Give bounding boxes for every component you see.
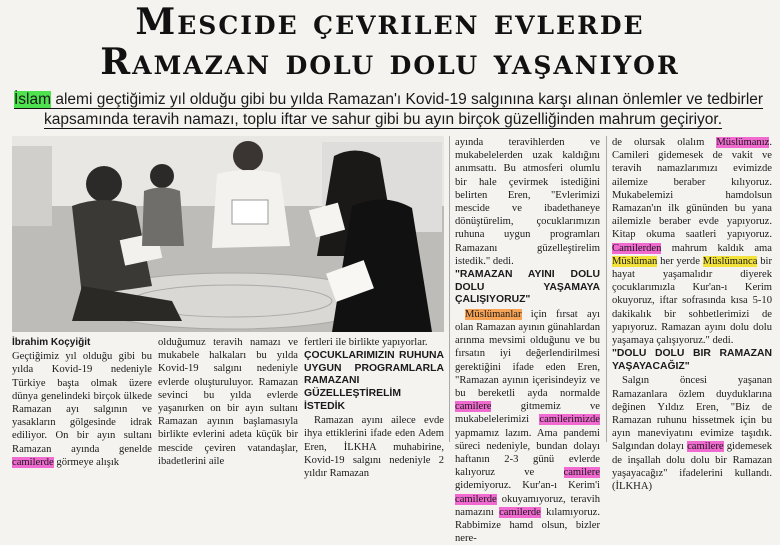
subheading-dolu-dolu: "DOLU DOLU BIR RAMAZAN YAŞAYACAĞIZ" — [612, 348, 772, 372]
col5-text: bir hayat yaşamalıdır diyerek çocuklarımızla Kur'an-ı Kerim okuyoruz, iftar sofrasında kısa 5-10 dakikalık bir sohbetlerimizi de yapıyoruz. Ramazan ayını dolu dolu yaşamaya çalışıyoruz." dedi. — [612, 255, 772, 347]
article-column-3 — [304, 336, 444, 480]
highlight-muslumaniz: Müslümanız — [716, 137, 770, 148]
col1-text: Geçtiğimiz yıl olduğu gibi bu yılda Kovid-19 nedeniyle Türkiye başta olmak üzere dünya genelindeki birçok ülkede Ramazan ayı salgının ve yasakların gölgesinde idrak ediliyor. On bir ayın sultanı Ramazan ayında genelde — [12, 351, 152, 455]
highlight-camilere: camilere — [455, 401, 492, 413]
column-divider — [449, 136, 450, 442]
col4-p1: ayında teravihlerden ve mukabelelerden uzak kaldığını anımsattı. Bu atmosferi olumlu bir hale çevirmek istediğini belirten Eren, "Evlerimizi mescide ve ibadethaneye dönüştürelim, çocuklarımızın ruhuna uygun programları Ramazanı güzelleştirelim istedik." dedi. — [455, 137, 600, 267]
col4-text: için fırsat ayı olan Ramazan ayının günahlardan arınma mevsimi olduğunu ve bu fırsatın iyi değerlendirilmesi gerektiğini ifade eden Eren, "Ramazan ayının içerisindeyiz ve bu bereketli ayda normalde — [455, 308, 600, 400]
col5-text: gidemesek de inşallah dolu dolu bir Ramazan yaşayacağız" ifadelerini kullandı. (İLKHA) — [612, 441, 773, 493]
lead-text2: kapsamında teravih namazı, toplu iftar ve sahur gibi bu ayın birçok güzelliğinden mahrum geçiriyor. — [44, 111, 723, 128]
col1-tail: görmeye alışık — [53, 456, 120, 468]
col4-text: kılamıyoruz. Rabbimize hamd olsun, bizler nere- — [455, 506, 600, 545]
headline-line1: Mescide çevrilen evlerde — [135, 1, 645, 43]
highlight-camilerimizde: camilerimizde — [539, 414, 600, 426]
highlight-camilerde: camilerde — [455, 493, 497, 505]
highlight-muslumanlar: Müslümanlar — [465, 308, 522, 320]
article-column-4 — [455, 136, 600, 545]
lead-text1: alemi geçtiğimiz yıl olduğu gibi bu yılda Ramazan'ı Kovid-19 salgınına karşı alınan önlemler ve tedbirler — [51, 91, 764, 108]
highlight-camilere: camilere — [687, 441, 724, 453]
highlight-musluman: Müslüman — [612, 255, 658, 267]
col5-text: Salgın öncesi yaşanan Ramazanlara özlem duyduklarına değinen Yıldız Eren, "Biz de Ramazan ruhunu hissetmek için bu ayın maneviyatını evimize taşıdık. Salgından dolayı — [612, 375, 772, 453]
highlight-camilerden: Camilerden — [612, 242, 662, 254]
col3-text1: fertleri ile birlikte yapıyorlar. — [304, 337, 428, 348]
highlight-camilerde: camilerde — [12, 456, 54, 468]
subheading-ramazan-ayini: "RAMAZAN AYINI DOLU DOLU YAŞAMAYA ÇALIŞIYORUZ" — [455, 269, 600, 306]
family-reading-quran-illustration — [12, 136, 444, 332]
highlight-camilerde: camilerde — [499, 506, 541, 518]
col5-text: her yerde — [657, 255, 703, 267]
col4-text: okuyamıyoruz, teravih namazını — [455, 493, 600, 518]
col5-text: . Camileri gidemesek de vakit ve teravih namazlarımızı evimizde ailemize beraber kılıyoruz. Mukabelemizi hamdolsun Ramazan'ın ilk gününden bu yana ailemizle beraber evde yapıyoruz. Kitap okuma saatleri yapıyoruz. — [612, 137, 772, 241]
column-divider — [606, 136, 607, 442]
col5-text: de olursak olalım — [612, 137, 717, 148]
article-column-1 — [12, 336, 152, 469]
lead-line2 — [44, 110, 764, 130]
subheading-cocuklarimiz: ÇOCUKLARIMIZIN RUHUNA UYGUN PROGRAMLARLA RAMAZANI GÜZELLEŞTİRELİM İSTEDİK — [304, 350, 444, 412]
col4-text: yapmamız lazım. Ama pandemi süreci nedeniyle, bundan dolayı haftanın 2-3 günü evlerde kalıyoruz ve — [455, 427, 600, 479]
author-byline: İbrahim Koçyiğit — [12, 337, 91, 348]
article-column-2 — [158, 336, 298, 468]
col2-text: olduğumuz teravih namazı ve mukabele halkaları bu yılda Kovid-19 salgını nedeniyle evlerde oluşturuluyor. Ramazan sevinci bu yılda evlerde yaşanırken on bir ayın sultanı Ramazan ayının başlamasıyla birlikte evlerini adeta küçük bir mescide çeviren vatandaşlar, ibadetlerini aile — [158, 337, 298, 467]
col5-text: mahrum kaldık ama — [661, 242, 772, 254]
col3-text2: Ramazan ayını ailece evde ihya ettiklerini ifade eden Adem Eren, İLKHA muhabirine, Kovid-19 salgını nedeniyle 2 yıldır Ramazan — [304, 415, 444, 479]
family-photo — [12, 136, 444, 332]
highlight-muslumanca: Müslümanca — [702, 255, 758, 267]
article-column-5 — [612, 136, 772, 493]
highlight-camilere: camilere — [563, 467, 600, 479]
col4-text: gitmemiz ve mukabelelerimizi — [455, 401, 600, 426]
headline-line2: Ramazan dolu dolu yaşanıyor — [100, 41, 680, 83]
lead-highlight-islam: İslam — [14, 91, 52, 108]
lead-line1 — [14, 90, 774, 110]
col4-text: gidemiyoruz. Kur'an-ı Kerim'i — [455, 480, 600, 492]
